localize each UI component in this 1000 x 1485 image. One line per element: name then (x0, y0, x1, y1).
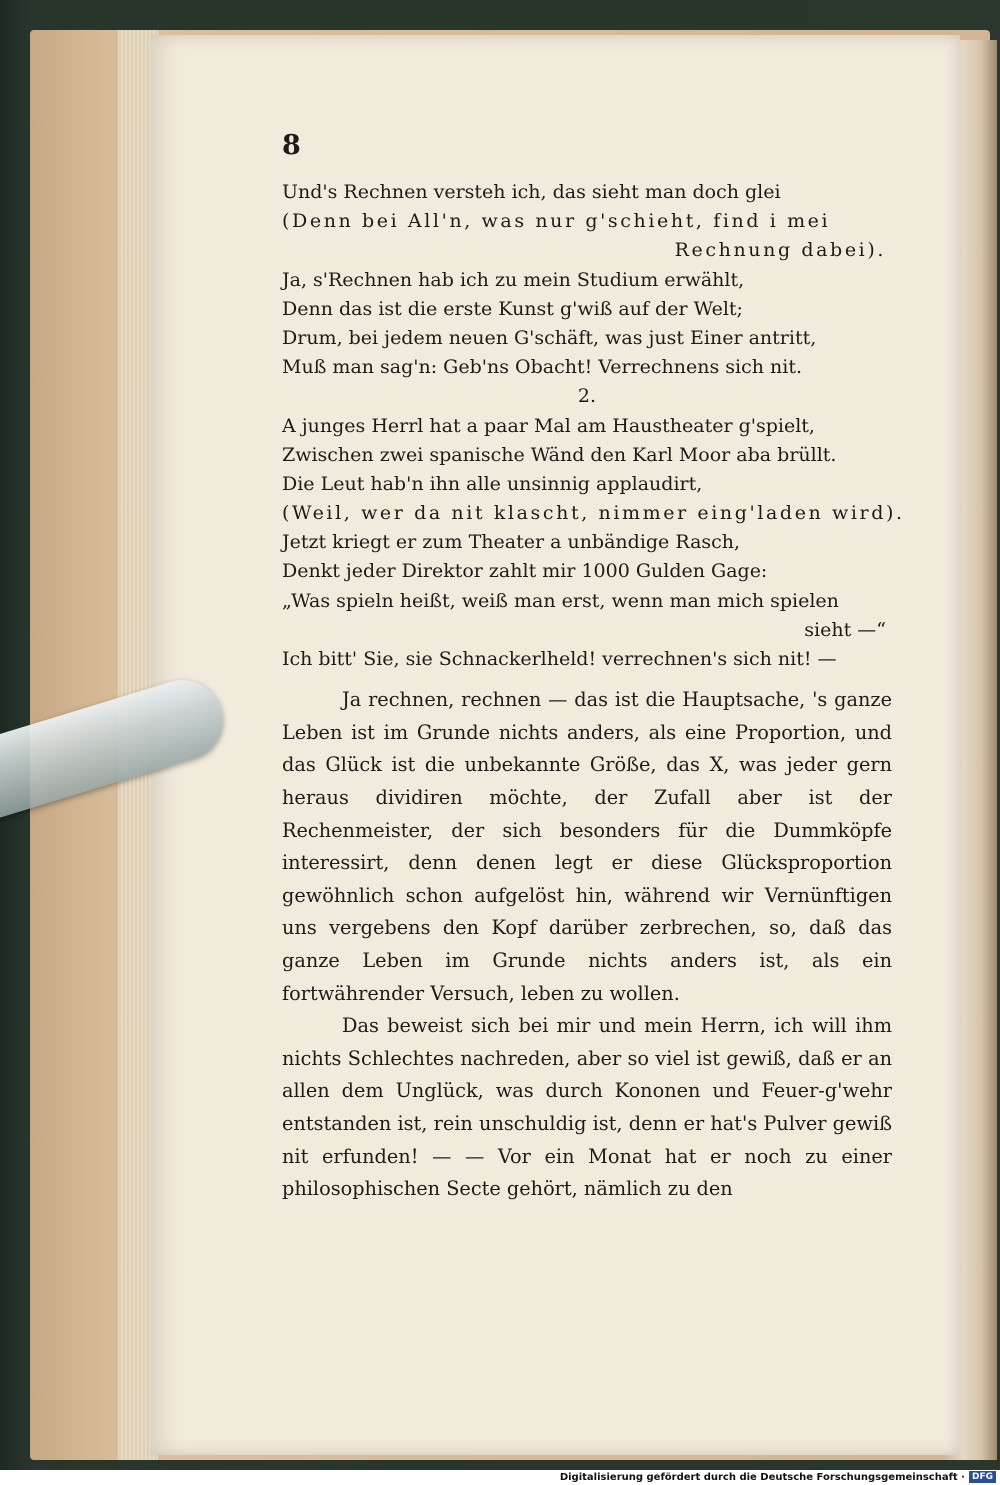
verse-line: (Denn bei All'n, was nur g'schieht, find i mei (282, 210, 831, 233)
verse-line: 2. (577, 385, 597, 408)
verse-line: Und's Rechnen versteh ich, das sieht man doch glei (282, 181, 781, 203)
paragraph: Ja rechnen, rechnen — das ist die Hauptsache, 's ganze Leben ist im Grunde nichts anders, als eine Proportion, und das Glück ist die unbekannte Größe, das X, was jeder gern heraus dividiren möchte, der Zufall aber ist der Rechenmeister, der sich besonders für die Dummköpfe interessirt, denn denen legt er diese Glücksproportion gewöhnlich schon aufgelöst hin, während wir Vernünftigen uns vergebens den Kopf darüber zerbrechen, so, daß das ganze Leben im Grunde nichts anders ist, als ein fortwährender Versuch, leben zu wollen. (282, 688, 892, 1005)
verse-line: Ich bitt' Sie, sie Schnackerlheld! verrechnen's sich nit! — (282, 648, 837, 670)
verse-line: Die Leut hab'n ihn alle unsinnig applaudirt, (282, 472, 703, 495)
page-number: 8 (282, 130, 301, 161)
verse-line: Denn das ist die erste Kunst g'wiß auf der Welt; (282, 297, 743, 320)
prose-block (282, 684, 892, 1206)
page-text (282, 130, 905, 1206)
verse-line: Drum, bei jedem neuen G'schäft, was just Einer antritt, (282, 326, 817, 349)
verse-line: Jetzt kriegt er zum Theater a unbändige Rasch, (282, 531, 741, 554)
digitization-footer (0, 1470, 1000, 1485)
verse-line: sieht —“ (804, 618, 886, 641)
verse-line: Zwischen zwei spanische Wänd den Karl Moor aba brüllt. (282, 443, 837, 466)
footer-credit: Digitalisierung gefördert durch die Deutsche Forschungsgemeinschaft · (559, 1472, 965, 1483)
verse-line: Denkt jeder Direktor zahlt mir 1000 Gulden Gage: (282, 560, 768, 583)
verse-block (282, 178, 905, 674)
paragraph: Das beweist sich bei mir und mein Herrn, ich will ihm nichts Schlechtes nachreden, aber so viel ist gewiß, daß er an allen dem Unglück, was durch Kononen und Feuer-g'wehr entstanden ist, rein unschuldig ist, denn er hat's Pulver gewiß nit erfunden! — — Vor ein Monat hat er noch zu einer philosophischen Secte gehört, nämlich zu den (282, 1014, 892, 1201)
verse-line: Ja, s'Rechnen hab ich zu mein Studium erwählt, (282, 268, 745, 291)
verse-line: A junges Herrl hat a paar Mal am Haustheater g'spielt, (282, 414, 815, 437)
verse-line: Rechnung dabei). (674, 239, 886, 262)
dfg-logo: DFG (969, 1471, 996, 1483)
verse-line: Muß man sag'n: Geb'ns Obacht! Verrechnens sich nit. (282, 356, 803, 379)
verse-line: „Was spieln heißt, weiß man erst, wenn man mich spielen (282, 589, 839, 612)
verse-line: (Weil, wer da nit klascht, nimmer eing'laden wird). (282, 502, 905, 525)
